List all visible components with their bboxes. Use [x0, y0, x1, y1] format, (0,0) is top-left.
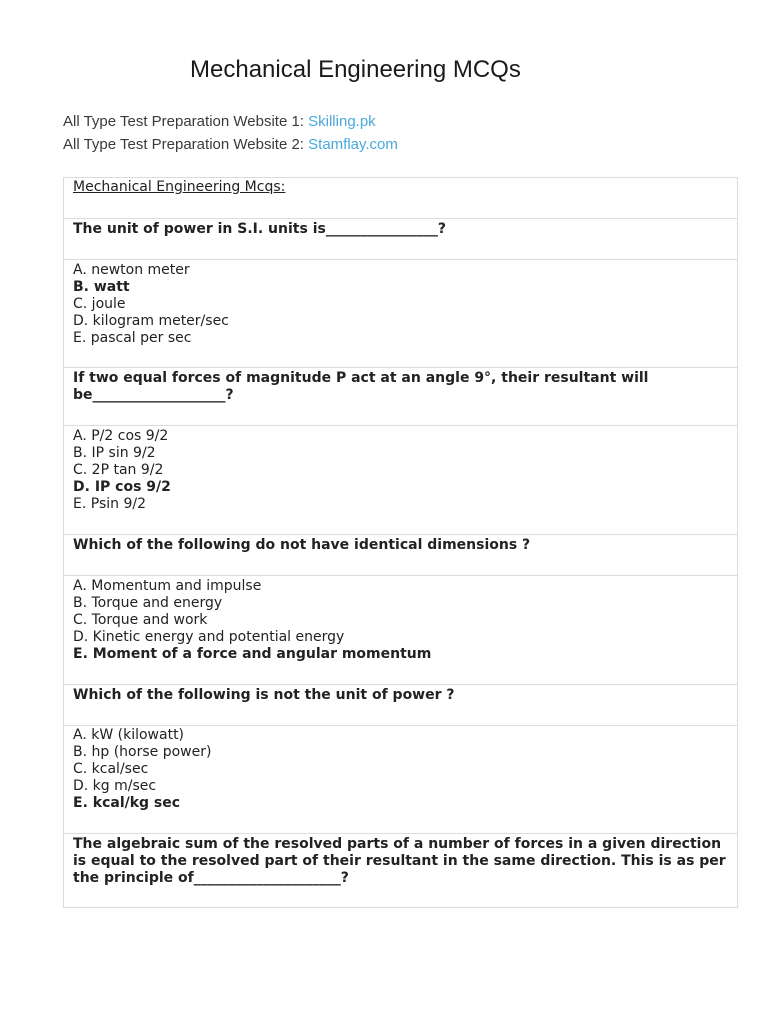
option-d-correct: D. IP cos 9/2	[73, 479, 171, 495]
option-e: E. pascal per sec	[73, 330, 192, 346]
option-a: A. newton meter	[73, 262, 190, 278]
option-b: B. hp (horse power)	[73, 744, 212, 760]
options-list	[73, 426, 728, 513]
section-heading-row	[64, 178, 737, 219]
option-e: E. Psin 9/2	[73, 496, 146, 512]
question-text: Which of the following do not have identical dimensions ?	[73, 537, 531, 553]
option-c: C. joule	[73, 296, 126, 312]
option-a: A. P/2 cos 9/2	[73, 428, 169, 444]
question-row	[64, 368, 737, 426]
website-line-1	[63, 113, 376, 130]
question-text: The algebraic sum of the resolved parts of a number of forces in a given direction is equal to the resolved part of their resultant in the same direction. This is as per the principle of_____________________?	[73, 836, 726, 886]
website-line-2	[63, 136, 398, 153]
option-a: A. Momentum and impulse	[73, 578, 262, 594]
option-b: B. Torque and energy	[73, 595, 223, 611]
option-d: D. kg m/sec	[73, 778, 157, 794]
question-row	[64, 535, 737, 576]
options-list	[73, 726, 728, 812]
question-text: The unit of power in S.I. units is________________?	[73, 221, 446, 237]
skilling-link[interactable]: Skilling.pk	[308, 113, 376, 130]
question-text: If two equal forces of magnitude P act at an angle 9°, their resultant will be___________________?	[73, 370, 649, 403]
options-list	[73, 260, 728, 347]
options-row	[64, 260, 737, 368]
option-b: B. IP sin 9/2	[73, 445, 156, 461]
option-d: D. Kinetic energy and potential energy	[73, 629, 345, 645]
question-row	[64, 834, 737, 908]
option-c: C. kcal/sec	[73, 761, 149, 777]
website-label: All Type Test Preparation Website 1:	[63, 113, 309, 130]
option-b-correct: B. watt	[73, 279, 130, 295]
option-e-correct: E. kcal/kg sec	[73, 795, 181, 811]
options-row	[64, 726, 737, 834]
page-title: Mechanical Engineering MCQs	[190, 56, 521, 83]
option-c: C. Torque and work	[73, 612, 208, 628]
section-heading: Mechanical Engineering Mcqs:	[73, 179, 286, 195]
website-label: All Type Test Preparation Website 2:	[63, 136, 309, 153]
question-text: Which of the following is not the unit of power ?	[73, 687, 455, 703]
stamflay-link[interactable]: Stamflay.com	[308, 136, 398, 153]
question-row	[64, 685, 737, 726]
option-a: A. kW (kilowatt)	[73, 727, 185, 743]
options-list	[73, 576, 728, 663]
option-d: D. kilogram meter/sec	[73, 313, 229, 329]
option-e-correct: E. Moment of a force and angular momentum	[73, 646, 432, 662]
options-row	[64, 426, 737, 535]
question-row	[64, 219, 737, 260]
mcq-table	[63, 177, 738, 908]
options-row	[64, 576, 737, 685]
option-c: C. 2P tan 9/2	[73, 462, 164, 478]
